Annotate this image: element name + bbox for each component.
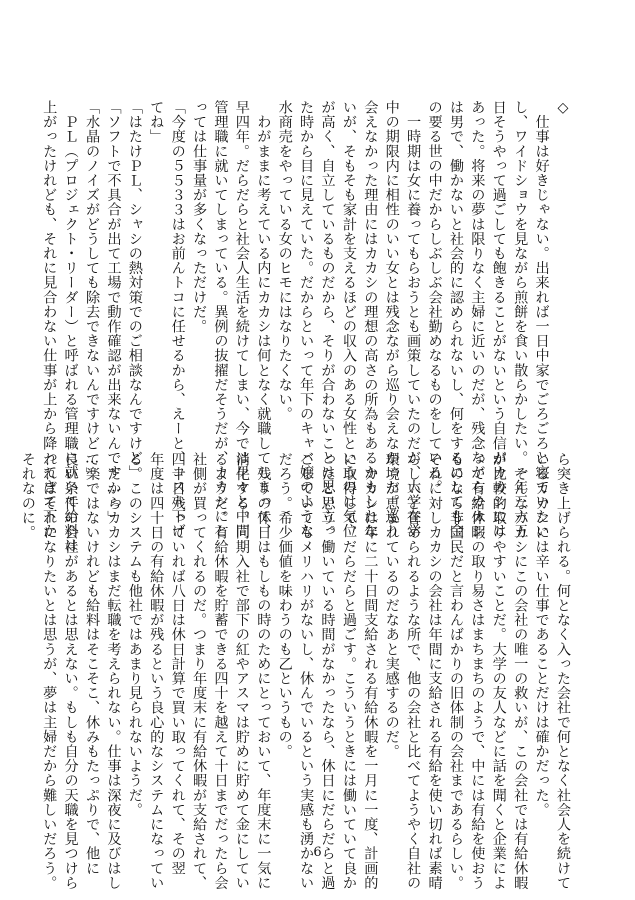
lower-text-line: ったと思う。働いている時間がなかったなら、休日にだらだらと過 bbox=[319, 452, 336, 890]
lower-text-line: らしいと誉められるような所で、他の会社と比べてようやく自社の bbox=[405, 452, 422, 890]
lower-text-line: が比較的取りやすいことだ。大学の友人などに話を聞くと企業によ bbox=[490, 452, 507, 890]
upper-text-line: 「ソフトで不具合が出て工場で動作確認が出来ないんです…っ」 bbox=[105, 100, 122, 526]
lower-text-line: 四十日残っていれば八日は休日計算で買い取ってくれて、その翌 bbox=[169, 452, 186, 876]
lower-text-line: 消化する。同期入社で部下の紅やアスマは貯めに貯めて金にしてい bbox=[233, 452, 250, 890]
upper-text-line: ＰＬ（プロジェクト・リーダー）と呼ばれる管理職に就いて給料は bbox=[62, 100, 79, 553]
upper-text-line: が高く、自立しているものだから、そりが合わないことは思い立っ bbox=[319, 100, 336, 538]
upper-text-line: 会えなかった理由にはカカシの理想の高さの所為もあるかもしれな bbox=[362, 100, 379, 538]
upper-text-line: 上がったけれども、それに見合わない仕事が上から降ってきて下か bbox=[41, 100, 58, 538]
upper-text-line: 管理職に就いてしまっている。異例の抜擢だそうだが、カカシにと bbox=[212, 100, 229, 538]
page-number: 6 bbox=[313, 845, 322, 860]
lower-text-line: ものなら非国民だと言わんばかりの旧体制の会社まであるらしい。 bbox=[447, 452, 464, 890]
lower-text-line: そんなカカシにこの会社の唯一の救いが、この会社では有給休暇 bbox=[512, 452, 529, 890]
lower-text-line: 環境が恵まれているのだなあと実感するのだ。 bbox=[383, 452, 400, 759]
lower-text-line: 社側が買ってくれるのだ。つまり年度末に有給休暇が支給されて、 bbox=[191, 452, 208, 890]
upper-text-line: た時から目に見えていた。だからといって年下のキャバ嬢のような bbox=[298, 100, 315, 538]
upper-text-line: 水商売をやっている女のヒモにはなりたくない。 bbox=[276, 100, 293, 422]
upper-text-line: の要る世の中だからしぶしぶ会社勤めなるものをしている。 bbox=[426, 100, 443, 495]
upper-text-line: ◇ bbox=[555, 100, 571, 117]
upper-text-line: は男で、働かないと社会的に認められないし、何をするにしても金 bbox=[447, 100, 464, 538]
upper-text-line: 日そうやって過ごしても飽きることがないという自信がカカシには bbox=[490, 100, 507, 538]
upper-text-line: あった。将来の夢は限りなく主婦に近いのだが、残念ながらカカシ bbox=[469, 100, 486, 538]
upper-text-line: 一時期は女に養ってもらおうとも画策していたのだが、大学在学 bbox=[405, 100, 422, 538]
upper-text-line: 「はたけＰＬ、シャシの熱対策でのご相談なんですけど」 bbox=[126, 100, 143, 480]
lower-text-line: 残りの休日はもしもの時のためにとっておいて、年度末に一気に bbox=[255, 452, 272, 890]
upper-text-line: 「今度の５５３３はお前んトコに任せるから、えーと、コスト下げ bbox=[169, 100, 186, 538]
upper-text-line: 仕事は好きじゃない。出来れば一日中家でごろごろと寝ていたい bbox=[533, 100, 550, 538]
lower-text-line: それに対しカカシの会社は年間に支給される有給を使い切れば素晴 bbox=[426, 452, 443, 890]
lower-text-line: だろう。希少価値を味わうのも乙というもの。 bbox=[276, 452, 293, 759]
upper-text-line: てね」 bbox=[148, 100, 165, 144]
lower-text-line: て楽ではないけれども給料はそこそこ、休みもたっぷりで、他に bbox=[84, 452, 101, 876]
lower-text-line: ら突き上げられる。何となく入った会社で何となく社会人を続けて bbox=[555, 452, 571, 890]
lower-text-line: だからカカシはまだ転職を考えられない。仕事は深夜に及びはし bbox=[105, 452, 122, 890]
lower-text-line: 年度は四十日の有給休暇が残るという良心的なシステムになってい bbox=[148, 452, 165, 890]
lower-text-line: に取得して、だらだらと過ごす。こういうときには働いていて良か bbox=[340, 452, 357, 890]
upper-text-line: っては仕事量が多くなっただけだ。 bbox=[191, 100, 208, 334]
lower-text-line: それなのに。 bbox=[19, 452, 36, 540]
lower-text-line: 良い条件の会社があるとは思えない。もしも自分の天職を見つけら bbox=[62, 452, 79, 890]
lower-text-line: る。このシステムも他社ではあまり見られないようだ。 bbox=[126, 452, 143, 817]
upper-text-line: 「水晶のノイズがどうしても除去できないんですけど…」 bbox=[84, 100, 101, 482]
lower-text-block bbox=[19, 452, 573, 890]
upper-text-block bbox=[41, 100, 573, 553]
lower-text-line: カカシは年に二十日間支給される有給休暇を一月に一度、計画的 bbox=[362, 452, 379, 890]
upper-text-line: いが、そもそも家計を支えるほどの収入のある女性というのは気位 bbox=[340, 100, 357, 538]
lower-text-line: るようだ。有給休暇を貯蓄できる四十を越えて十日までだったら会 bbox=[212, 452, 229, 890]
lower-text-line: って有給休暇の取り易さはまちまちのようで、中には有給を使おう bbox=[469, 452, 486, 890]
upper-text-line: わがままに考えている内にカカシは何となく就職してしまって、 bbox=[255, 100, 272, 538]
upper-text-line: 早四年。だらだらと社会人生活を続けてしまい、今では早々と中間 bbox=[233, 100, 250, 538]
upper-text-line: 中の期限内に相性のいい女とは残念ながら巡り会えなかった。巡り bbox=[383, 100, 400, 538]
lower-text-line: れればそれになりたいとは思うが、夢は主婦だから難しいだろう。 bbox=[41, 452, 58, 890]
upper-text-line: し、ワイドショウを見ながら煎餅を食い散らかしたい。一年三六五 bbox=[512, 100, 529, 538]
lower-text-line: ごしていてもメリハリがないし、休んでいるという実感も湧かない bbox=[298, 452, 315, 890]
lower-text-line: いるカカシには辛い仕事であることだけは確かだった。 bbox=[533, 452, 550, 817]
